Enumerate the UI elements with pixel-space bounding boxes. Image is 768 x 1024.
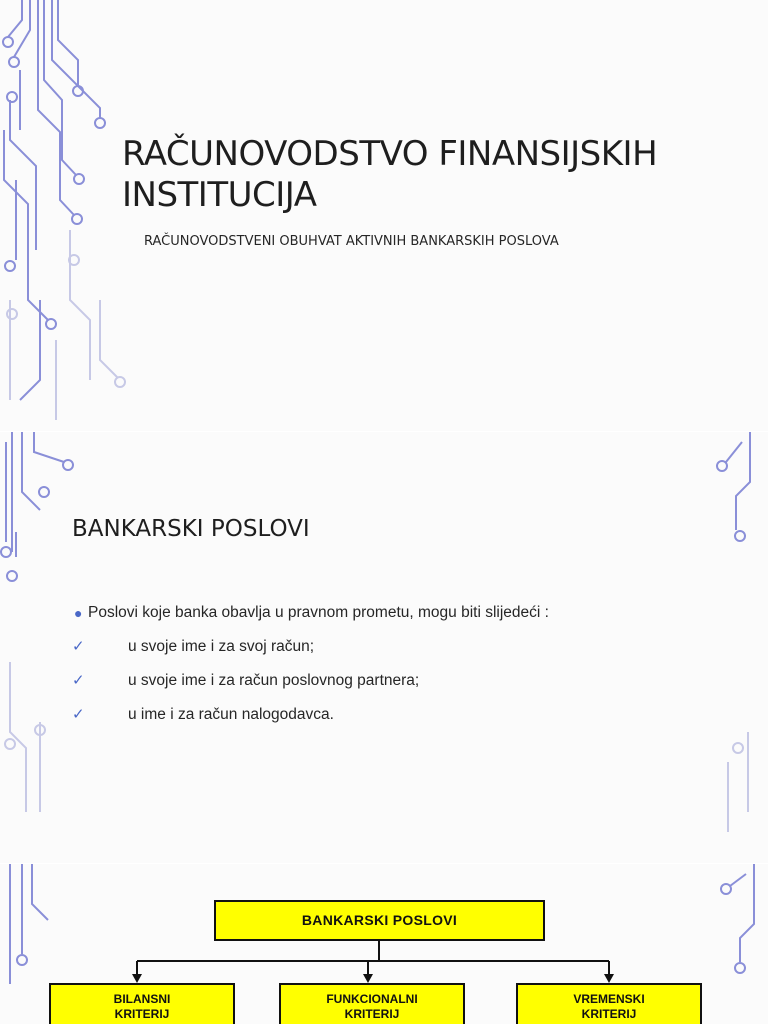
check-text: u svoje ime i za svoj račun;: [128, 638, 315, 655]
check-text: u svoje ime i za račun poslovnog partnera;: [128, 672, 420, 689]
slide-bankarski-poslovi: [0, 432, 768, 863]
diagram-child-box-funkcionalni: [279, 983, 465, 1024]
diagram-child-box-vremenski: [516, 983, 702, 1024]
bullet-list: [72, 602, 712, 738]
list-item: [72, 602, 712, 636]
page-subtitle: RAČUNOVODSTVENI OBUHVAT AKTIVNIH BANKARSKIH POSLOVA: [144, 234, 559, 249]
checkmark-icon: ✓: [72, 638, 85, 655]
slide-title: [0, 0, 768, 431]
diagram-root-box: BANKARSKI POSLOVI: [214, 900, 545, 941]
page-title: RAČUNOVODSTVO FINANSIJSKIH INSTITUCIJA: [122, 134, 658, 215]
slide-diagram: [0, 864, 768, 1024]
list-item: [72, 670, 712, 704]
checkmark-icon: ✓: [72, 706, 85, 723]
box-label: KRITERIJ: [114, 1007, 170, 1021]
box-label: KRITERIJ: [344, 1007, 400, 1021]
bullet-text: Poslovi koje banka obavlja u pravnom prometu, mogu biti slijedeći :: [88, 604, 549, 621]
bullet-dot-icon: ●: [74, 605, 83, 621]
list-item: [72, 636, 712, 670]
diagram-child-box-bilansni: [49, 983, 235, 1024]
box-label: KRITERIJ: [581, 1007, 637, 1021]
check-text: u ime i za račun nalogodavca.: [128, 706, 334, 723]
checkmark-icon: ✓: [72, 672, 85, 689]
box-label: FUNKCIONALNI: [326, 992, 418, 1006]
box-label: VREMENSKI: [573, 992, 645, 1006]
list-item: [72, 704, 712, 738]
section-title: BANKARSKI POSLOVI: [72, 516, 310, 542]
box-label: BILANSNI: [113, 992, 171, 1006]
